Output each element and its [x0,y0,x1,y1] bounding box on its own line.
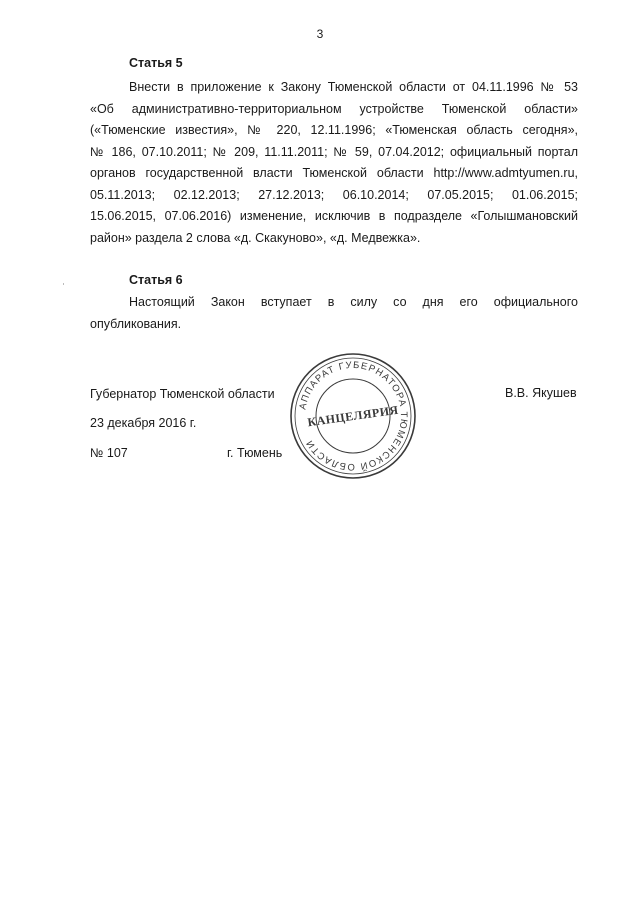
article-5-line: район» раздела 2 слова «д. Скакуново», «д. Медвежка». [90,230,421,245]
signing-date: 23 декабря 2016 г. [90,416,197,430]
article-5-heading: Статья 5 [129,56,183,70]
article-5-line: 05.11.2013; 02.12.2013; 27.12.2013; 06.10.2014; 07.05.2015; 01.06.2015; [90,187,578,202]
article-6-heading: Статья 6 [129,273,183,287]
svg-text:КАНЦЕЛЯРИЯ: КАНЦЕЛЯРИЯ [306,402,400,430]
article-6-text [90,292,578,335]
article-5-line: органов государственной власти Тюменской области http://www.admtyumen.ru, [90,166,578,180]
signatory-position: Губернатор Тюменской области [90,387,275,401]
article-5-line: «Об административно-территориальном устройстве Тюменской области» [90,101,578,116]
article-5-line: Внести в приложение к Закону Тюменской области от 04.11.1996 № 53 [129,80,578,94]
signing-city: г. Тюмень [227,446,283,460]
law-number: № 107 [90,446,128,460]
official-seal-stamp [287,350,419,482]
article-5-line: № 186, 07.10.2011; № 209, 11.11.2011; № 59, 07.04.2012; официальный портал [90,144,578,159]
article-6-line: Настоящий Закон вступает в силу со дня его официального [129,295,578,309]
signatory-name: В.В. Якушев [505,386,577,400]
article-5-line: («Тюменские известия», № 220, 12.11.1996; «Тюменская область сегодня», [90,123,578,137]
article-5-line: 15.06.2015, 07.06.2016) изменение, исключив в подразделе «Голышмановский [90,209,578,223]
scan-mark [63,283,64,285]
article-5-text [90,77,578,249]
svg-text:АППАРАТ ГУБЕРНАТОРА ТЮМЕНСКОЙ: АППАРАТ ГУБЕРНАТОРА ТЮМЕНСКОЙ ОБЛАСТИ [297,359,410,473]
page-number: 3 [316,27,324,41]
article-6-line: опубликования. [90,316,182,331]
